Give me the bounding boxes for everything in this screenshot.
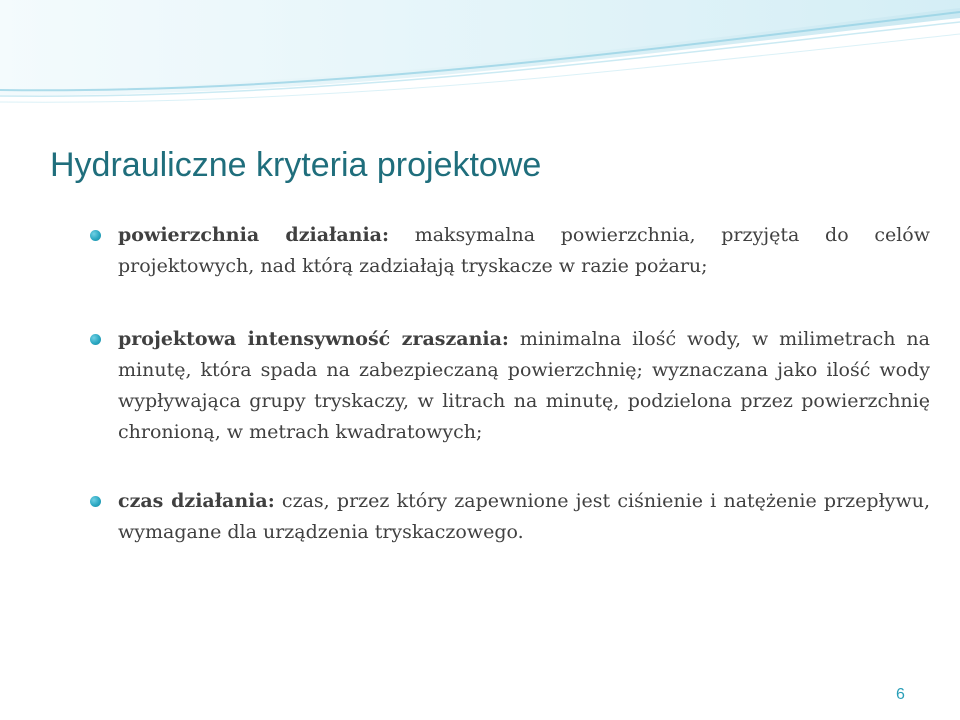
- bullet-text: minimalna ilość wody, w milimetrach na minutę, która spada na zabezpieczaną powierzchnię; wyznaczana jako ilość wody wypływająca grupy tryskaczy, w litrach na minutę, podzielona przez powierzchnię chronioną, w metrach kwadratowych;: [118, 328, 930, 443]
- bullet-text: maksymalna powierzchnia, przyjęta do celów projektowych, nad którą zadziałają tryskacze w razie pożaru;: [118, 224, 930, 277]
- page-number: 6: [896, 686, 905, 703]
- bullet-dot-icon: [90, 230, 101, 241]
- bullet-dot-icon: [90, 334, 101, 345]
- header-wave-decoration: [0, 0, 960, 110]
- bullet-item-operating-time: [118, 486, 930, 548]
- bullet-dot-icon: [90, 496, 101, 507]
- slide-title: Hydrauliczne kryteria projektowe: [50, 146, 542, 184]
- bullet-list: [118, 220, 930, 548]
- bullet-term: powierzchnia działania:: [118, 224, 389, 246]
- bullet-term: projektowa intensywność zraszania:: [118, 328, 509, 350]
- bullet-term: czas działania:: [118, 490, 275, 512]
- bullet-item-design-density: [118, 324, 930, 448]
- bullet-item-operating-area: [118, 220, 930, 282]
- bullet-text: czas, przez który zapewnione jest ciśnienie i natężenie przepływu, wymagane dla urządzenia tryskaczowego.: [118, 490, 931, 543]
